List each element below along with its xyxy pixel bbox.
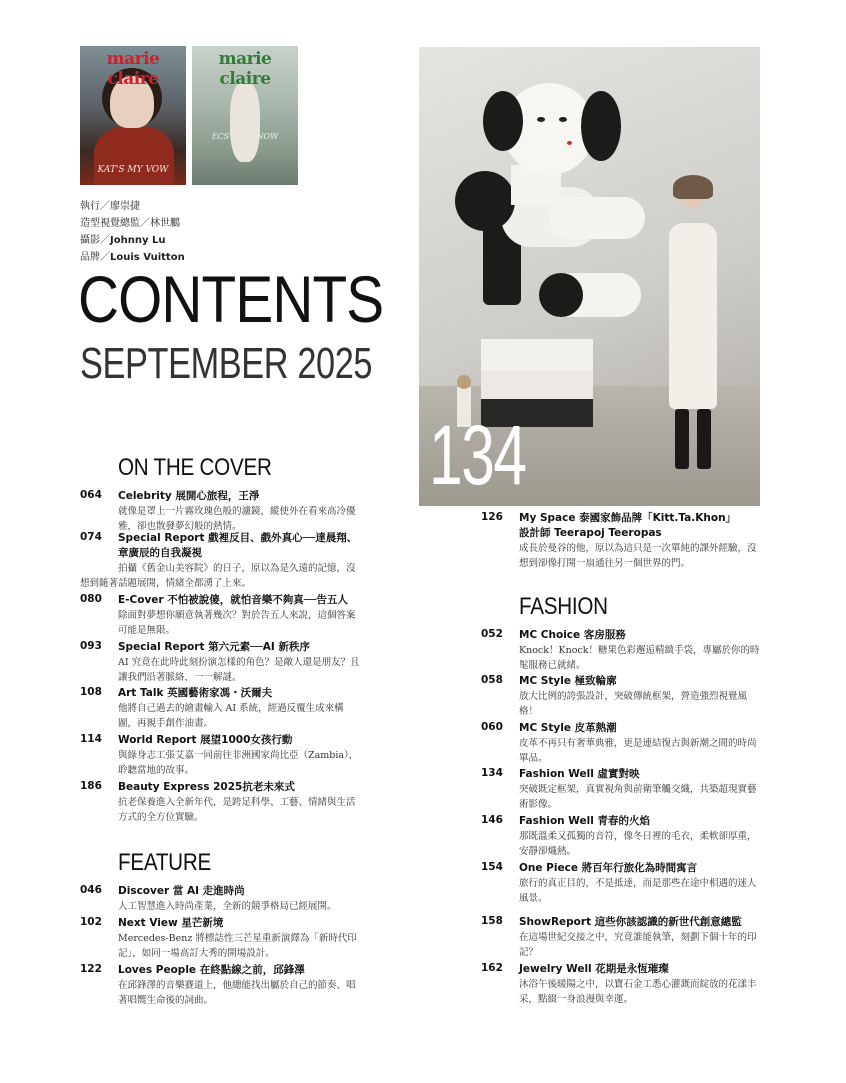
cover-logo: marie claire [106,49,160,89]
entry-description: 那既溫柔又孤獨的音符，像冬日裡的毛衣，柔軟卻厚重，安靜卻熾熱。 [519,831,757,857]
toc-entry[interactable] [80,780,360,825]
toc-entry[interactable] [80,531,360,591]
entry-title: Fashion Well 青春的火焰 [519,815,650,827]
entry-title: MC Style 皮革熱潮 [519,722,617,734]
sculpture-eye [537,117,545,122]
toc-entry[interactable] [481,962,761,1007]
toc-entry[interactable] [481,721,761,766]
entry-description: 就像是罩上一片霧玫瑰色般的濾鏡，縱使外在看來高冷優雅，卻也散發夢幻般的熱情。 [118,506,356,532]
cover-figure [230,82,260,162]
credit-line [80,232,185,249]
credit-name: 廖崇捷 [110,201,140,212]
entry-description: 旅行的真正目的，不是抵達，而是那些在途中相遇的迷人風景。 [519,878,757,904]
toc-entry[interactable] [481,511,761,571]
credit-role: 攝影／ [80,235,110,246]
cover-logo: marie claire [218,49,272,89]
page-number: 134 [481,767,503,779]
toc-entry[interactable] [481,674,761,719]
page-number: 093 [80,640,102,652]
page-number: 074 [80,531,102,543]
entry-description: 皮革不再只有奢華典雅，更是連結復古與新潮之間的時尚單品。 [519,738,757,764]
entry-description: 拍攝《舊金山美容院》的日子，原以為是久遠的記憶，沒想到隨著話題展開，情緒全都湧了上來。 [80,563,356,589]
sculpture-base [481,369,593,399]
page-number: 060 [481,721,503,733]
section-heading-fashion: FASHION [519,593,608,620]
page-number: 114 [80,733,102,745]
entry-title: Special Report 第六元素──AI 新秩序 [118,641,310,653]
credit-role: 執行／ [80,201,110,212]
entry-description: 成長於曼谷的他，原以為這只是一次單純的課外經驗，沒想到卻像打開一扇通往另一個世界的門。 [519,543,757,569]
entry-title: Loves People 在終點線之前，邱鋒澤 [118,964,305,976]
page-number: 052 [481,628,503,640]
page-number: 126 [481,511,503,523]
small-sphere [457,375,471,389]
sculpture-ear [483,91,523,151]
toc-entry[interactable] [481,861,761,906]
cover-thumbnail-1[interactable] [80,46,186,185]
entry-description: 沐浴午後暖陽之中，以寶石金工悉心灌溉而綻放的花漾丰采，點綴一身浪漫與幸運。 [519,979,757,1005]
entry-title: Special Report 戲裡反目、戲外真心──達晨翔、章廣辰的自我凝視 [118,532,358,559]
sculpture-ear [581,91,621,161]
toc-entry[interactable] [80,686,360,731]
credit-role: 品牌／ [80,252,110,263]
entry-description: 放大比例的誇張設計，突破傳統框架，營造強烈視覺風格！ [519,691,748,717]
entry-title: MC Choice 客房服務 [519,629,626,641]
sculpture-arm [549,197,645,239]
page-title: CONTENTS [78,262,384,336]
toc-entry[interactable] [80,640,360,685]
toc-entry[interactable] [481,767,761,812]
sculpture-mouth [567,141,572,145]
toc-entry[interactable] [481,814,761,859]
page-number: 162 [481,962,503,974]
entry-description: 突破既定框架，真實視角與前衛筆觸交織，共築超現實藝術影像。 [519,784,757,810]
section-heading-feature: FEATURE [118,849,212,876]
page-number: 102 [80,916,102,928]
credit-line [80,198,185,215]
entry-description: AI 究竟在此時此刻扮演怎樣的角色？是敵人還是朋友？且讓我們沿著脈絡，一一解謎。 [118,657,360,683]
sculpture-joint [539,273,583,317]
model-boot [697,409,711,469]
credits [80,198,185,266]
entry-description: 人工智慧進入時尚產業，全新的競爭格局已經展開。 [118,901,337,912]
section-heading-on-the-cover: ON THE COVER [118,454,272,481]
cover-line: KAT'S MY VOW [97,165,169,175]
entry-title: ShowReport 這些你該認識的新世代創意總監 [519,916,742,928]
entry-title: My Space 泰國家飾品牌「Kitt.Ta.Khon」設計師 Teerapoj Teeropas [519,512,737,539]
credit-name: Louis Vuitton [110,252,185,263]
entry-title: Jewelry Well 花期是永恆璀璨 [519,963,669,975]
sculpture-eye [559,117,567,122]
cover-figure [94,126,174,185]
issue-date: SEPTEMBER 2025 [80,339,373,388]
entry-title: One Piece 將百年行旅化為時間寓言 [519,862,698,874]
entry-description: 他將自己過去的繪畫輸入 AI 系統，經過反覆生成來構圖，再親手創作油畫。 [118,703,344,729]
entry-description: 除面對夢想你願意執著幾次？對於告五人來說，這個答案可能是無限。 [118,610,356,636]
toc-entry[interactable] [80,593,360,638]
toc-entry[interactable] [80,884,360,914]
page-number: 108 [80,686,102,698]
entry-title: MC Style 極致輪廓 [519,675,617,687]
sculpture-base [481,339,593,371]
page-number: 080 [80,593,102,605]
entry-description: Knock！Knock！糖果色彩邂逅精緻手袋，專屬於你的時髦服務已就緒。 [519,645,760,671]
entry-title: Art Talk 英國藝術家馮・沃爾夫 [118,687,273,699]
page-number: 146 [481,814,503,826]
credit-line [80,215,185,232]
page-number: 122 [80,963,102,975]
entry-title: Next View 星芒新境 [118,917,224,929]
model-dress [669,223,717,409]
toc-entry[interactable] [481,915,761,960]
cover-line: ECSTATIC NOW [211,132,279,141]
page-number: 046 [80,884,102,896]
entry-title: Fashion Well 虛實對映 [519,768,640,780]
sculpture-shoulder [455,171,515,231]
toc-entry[interactable] [80,733,360,778]
toc-entry[interactable] [481,628,761,673]
credit-name: Johnny Lu [110,235,166,246]
page-number: 064 [80,489,102,501]
model-hair [673,175,713,199]
entry-description: 在邱鋒澤的音樂賽道上，他總能找出屬於自己的節奏、唱著唱嚮生命後的詞曲。 [118,980,356,1006]
photo-page-number: 134 [429,408,526,502]
entry-description: 抗老保養進入全新年代，是跨足科學、工藝、情緒與生活方式的全方位實驗。 [118,797,356,823]
entry-title: Celebrity 展開心旅程，王淨 [118,490,260,502]
entry-description: 與綠身志工張艾嘉一同前往非洲國家尚比亞（Zambia），聆聽當地的故事。 [118,750,359,776]
entry-title: Beauty Express 2025抗老未來式 [118,781,295,793]
page-number: 154 [481,861,503,873]
entry-title: World Report 展望1000女孩行動 [118,734,293,746]
credit-role: 造型視覺總監／ [80,218,150,229]
entry-title: E-Cover 不怕被說傻，就怕音樂不夠真──告五人 [118,594,348,606]
cover-thumbnail-2[interactable] [192,46,298,185]
model-boot [675,409,689,469]
toc-entry[interactable] [80,916,360,961]
toc-entry[interactable] [80,489,360,534]
credit-name: 林世鵬 [150,218,180,229]
entry-title: Discover 當 AI 走進時尚 [118,885,245,897]
entry-description: Mercedes-Benz 將標誌性三芒星重新演繹為「新時代印記」，如同一場高訂大秀的開場設計。 [118,933,357,959]
page-number: 058 [481,674,503,686]
entry-description: 在這場世紀交接之中，究竟誰能執筆，刻劃下個十年的印記？ [519,932,757,958]
page-number: 186 [80,780,102,792]
page-number: 158 [481,915,503,927]
feature-photo[interactable] [419,47,760,506]
toc-entry[interactable] [80,963,360,1008]
